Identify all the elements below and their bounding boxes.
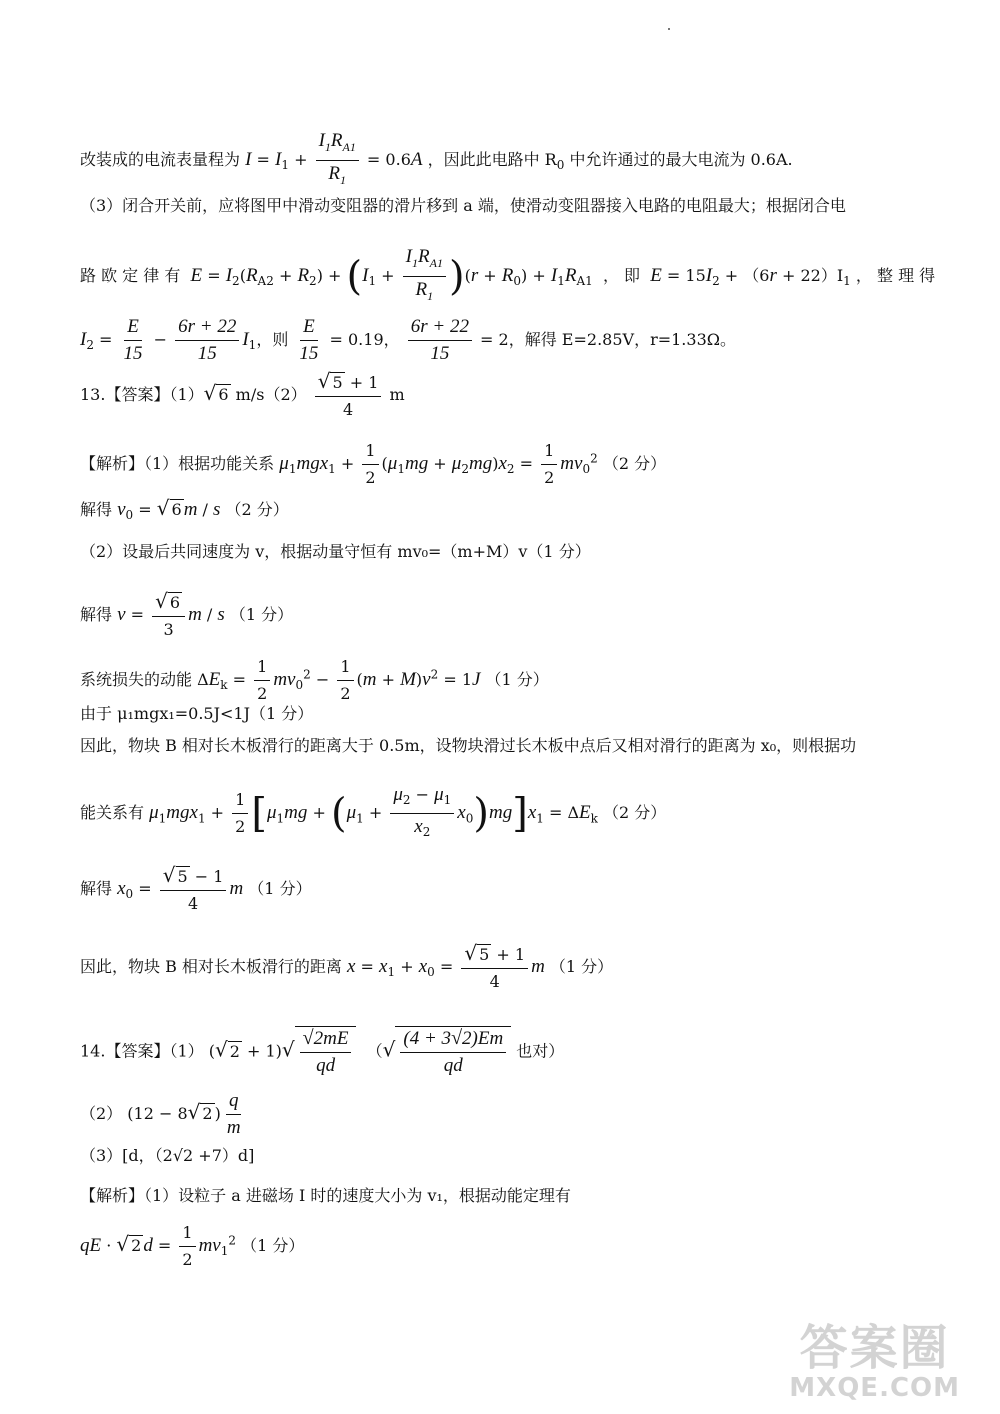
stray-dot <box>668 28 670 30</box>
text: 13.【答案】（1） <box>80 385 204 404</box>
text: 解得 <box>80 879 113 898</box>
text: 系统损失的动能 <box>80 670 193 689</box>
text: （1 分） <box>485 670 549 689</box>
text: 改装成的电流表量程为 <box>80 149 241 169</box>
text: 【解析】（1）根据功能关系 <box>80 454 275 473</box>
subscript: 0 <box>556 157 565 172</box>
text: 也对） <box>516 1041 565 1061</box>
text: 14.【答案】（1） <box>80 1041 204 1061</box>
q13-kinetic-loss: 系统损失的动能 $\Delta E_k$ = $\frac{1}{2}$ $mv_0^2$ − $\frac{1}{2}$ $(m + M)v^2 = 1J$ （1 分） <box>80 657 549 703</box>
q13-compare: 由于 μ₁mgx₁=0.5J<1J（1 分） <box>80 704 314 723</box>
text: （2 分） <box>602 454 667 473</box>
q14-answer-1: 14.【答案】（1） (√ 2 + 1)√ $\frac{√2mE}{qd}$ （√ $\frac{(4 + 3√2)Em}{qd}$ 也对） <box>80 1027 565 1076</box>
q14-answer-2: （2） (12 − 8√ 2 ) $\frac{q}{m}$ <box>80 1090 241 1138</box>
text: ， <box>383 330 400 349</box>
q14-energy-theorem: qE · √ 2 d = $\frac{1}{2}$ $mv_1^2$ （1 分） <box>80 1223 305 1269</box>
text: （2） <box>80 1104 123 1123</box>
text: 解得 <box>80 605 113 624</box>
line-ammeter-range: 改装成的电流表量程为 $I = I_1$ + $\frac{I_1R_{A1}}{R_1}$ = 0.6A ，因此此电路中 $R_0$ 中允许通过的最大电流为 0.6A. <box>80 130 793 187</box>
q13-solve-x0: 解得 $x_0$ = $\frac{√ 5 - 1}{4}$ m （1 分） <box>80 863 312 913</box>
q13-momentum: （2）设最后共同速度为 v，根据动量守恒有 mv₀=（m+M）v（1 分） <box>80 542 591 561</box>
text: 解得 <box>80 500 113 519</box>
q13-distance-text: 因此，物块 B 相对长木板滑行的距离大于 0.5m，设物块滑过长木板中点后又相对滑行的距离为 x₀，则根据功 <box>80 736 857 755</box>
line-solve-e-r: $I_2$ = $\frac{E}{15}$ − $\frac{6r + 22}{15}$ $I_1$，则 $\frac{E}{15}$ = 0.19， $\frac{6r + 22}{15}$ = 2，解得 E=2.85V，r=1.33Ω。 <box>80 316 737 364</box>
text: （1 分） <box>549 957 614 976</box>
text: （1 分） <box>241 1236 305 1255</box>
text: ，因此此电路中 R <box>427 149 557 169</box>
q14-answer-3: （3）[d，（2√2 +7）d] <box>80 1146 255 1165</box>
text: 因此，物块 B 相对长木板滑行的距离 <box>80 957 342 976</box>
text: （2 分） <box>225 500 289 519</box>
text: （2 分） <box>603 803 667 823</box>
text: ， 即 <box>602 265 641 285</box>
text: ，则 <box>256 330 289 349</box>
line-step3: （3）闭合开关前，应将图甲中滑动变阻器的滑片移到 a 端，使滑动变阻器接入电路的电阻最大；根据闭合电 <box>80 196 846 215</box>
q14-analysis-1: 【解析】（1）设粒子 a 进磁场 I 时的速度大小为 v₁，根据动能定理有 <box>80 1186 571 1205</box>
text: （1 分） <box>248 879 312 898</box>
line-ohm-law: 路 欧 定 律 有 $E = I_2(R_{A2} + R_2) + (I_1$ + $\frac{I_1R_{A1}}{R_1}$ )$(r + R_0) + I_1R_{A1}$ ， 即 $E = 15I_2 + (6r + 22)I_1$ ， 整 理 得 <box>80 246 936 303</box>
text: ， 整 理 得 <box>855 265 936 285</box>
q13-solve-v: 解得 v = $\frac{√ 6}{3}$ m / s （1 分） <box>80 589 294 639</box>
watermark-title: 答案圈 <box>799 1320 950 1376</box>
q13-solve-v0: 解得 $v_0$ = √ 6 m / s （2 分） <box>80 496 289 523</box>
q13-answer: 13.【答案】（1）√ 6 m/s（2） $\frac{√ 5 + 1}{4}$ m <box>80 369 405 419</box>
text: （1 分） <box>229 605 294 624</box>
text: （ <box>366 1041 383 1061</box>
q13-energy-relation: 能关系有 $\mu_1mgx_1$ + $\frac{1}{2}$ [$\mu_1mg + (\mu_1$ + $\frac{\mu_2 - \mu_1}{x_2}$ $x_0)mg]x_1 = \Delta E_k$ （2 分） <box>80 784 667 840</box>
q13-total-distance: 因此，物块 B 相对长木板滑行的距离 $x = x_1 + x_0$ = $\frac{√ 5 + 1}{4}$ m （1 分） <box>80 941 614 991</box>
text: m/s（2） <box>235 385 307 404</box>
text: 路 欧 定 律 有 <box>80 265 181 285</box>
text: 中允许通过的最大电流为 0.6A. <box>564 149 793 169</box>
text: ，解得 E=2.85V，r=1.33Ω。 <box>508 330 737 349</box>
text: m <box>389 385 405 404</box>
watermark-url: MXQE.COM <box>789 1373 960 1403</box>
q13-analysis-1: 【解析】（1）根据功能关系 $\mu_1mgx_1$ + $\frac{1}{2}$ $(\mu_1mg + \mu_2mg)x_2$ = $\frac{1}{2}$ $mv_0^2$ （2 分） <box>80 441 667 487</box>
watermark-logo <box>789 1322 960 1402</box>
text: 能关系有 <box>80 803 145 823</box>
